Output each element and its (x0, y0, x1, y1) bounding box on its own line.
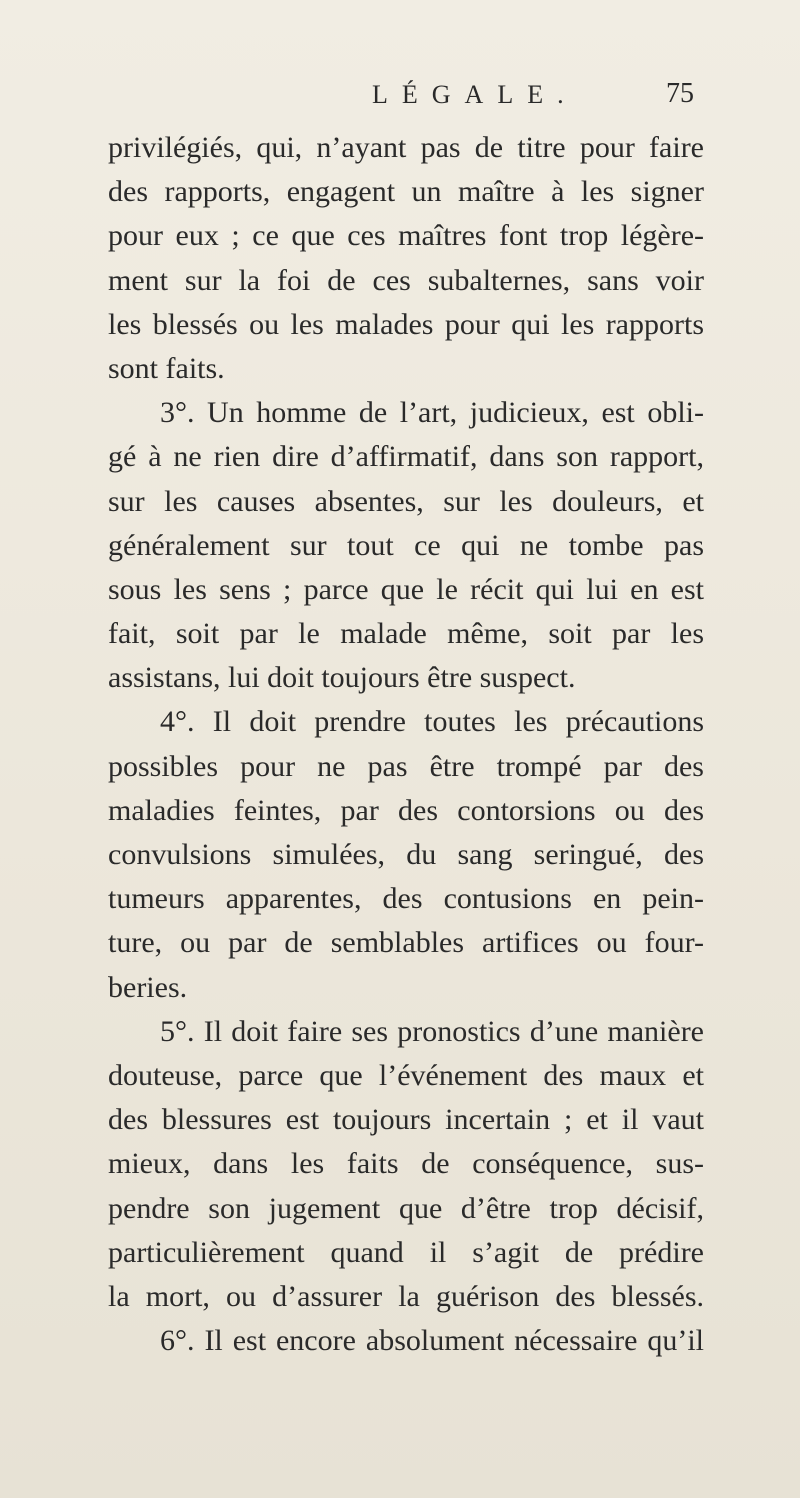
running-title: LÉGALE. (372, 80, 578, 109)
text-line: ment sur la foi de ces subalternes, sans voir (108, 263, 704, 297)
text-line: ture, ou par de semblables artifices ou four- (108, 926, 704, 960)
text-line: généralement sur tout ce qui ne tombe pas (108, 528, 704, 562)
text-line: les blessés ou les malades pour qui les rapports (108, 307, 704, 341)
text-line: beries. (108, 970, 188, 1004)
text-line: gé à ne rien dire d’affirmatif, dans son rapport, (108, 440, 704, 474)
text-line: possibles pour ne pas être trompé par des (108, 749, 704, 783)
text-line: la mort, ou d’assurer la guérison des blessés. (108, 1279, 704, 1313)
text-line: 5°. Il doit faire ses pronostics d’une manière (160, 1014, 704, 1048)
running-head (0, 80, 800, 120)
text-line: 3°. Un homme de l’art, judicieux, est obli- (160, 396, 704, 430)
text-line: privilégiés, qui, n’ayant pas de titre pour faire (108, 131, 704, 164)
text-line: tumeurs apparentes, des contusions en pein- (108, 882, 704, 916)
text-line: mieux, dans les faits de conséquence, sus- (108, 1147, 704, 1181)
text-line: sur les causes absentes, sur les douleurs, et (108, 484, 704, 518)
text-line: convulsions simulées, du sang seringué, des (108, 838, 704, 871)
text-line: pendre son jugement que d’être trop décisif, (108, 1191, 704, 1225)
text-line: sous les sens ; parce que le récit qui lui en est (108, 572, 704, 606)
text-line: sont faits. (108, 351, 225, 385)
text-line: particulièrement quand il s’agit de prédire (108, 1235, 704, 1269)
text-line: assistans, lui doit toujours être suspect. (108, 661, 576, 695)
text-line: pour eux ; ce que ces maîtres font trop légère- (108, 219, 704, 253)
text-line: des rapports, engagent un maître à les signer (108, 175, 704, 209)
page-number: 75 (666, 78, 694, 109)
text-line: douteuse, parce que l’événement des maux et (108, 1058, 704, 1092)
text-line: des blessures est toujours incertain ; et il vaut (108, 1103, 704, 1137)
text-line: 6°. Il est encore absolument nécessaire qu’il (160, 1324, 704, 1358)
text-line: fait, soit par le malade même, soit par les (108, 617, 704, 651)
text-line: 4°. Il doit prendre toutes les précautions (160, 705, 704, 739)
body-text (108, 126, 704, 1363)
text-line: maladies feintes, par des contorsions ou des (108, 793, 704, 827)
